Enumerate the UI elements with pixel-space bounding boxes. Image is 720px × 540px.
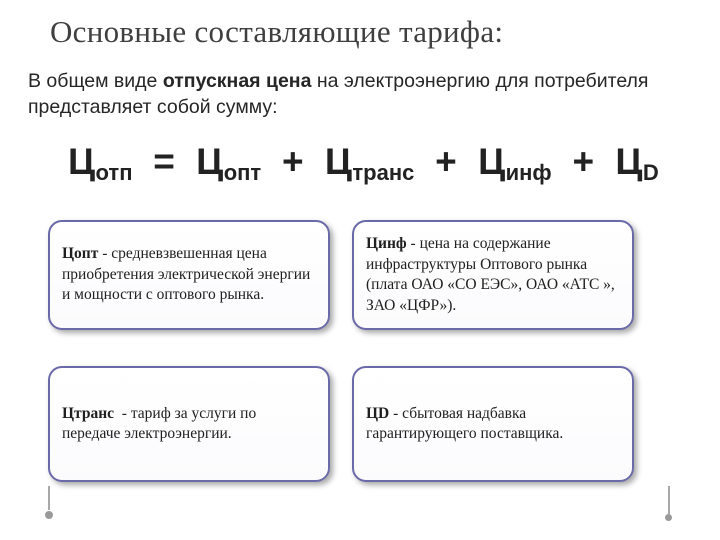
definition-card-trans: [48, 366, 330, 482]
decorative-line-left: [48, 486, 50, 510]
decorative-dot-left: [45, 511, 53, 519]
formula-plus: +: [572, 141, 595, 182]
formula-plus: +: [435, 141, 458, 182]
formula-equals: =: [153, 141, 176, 182]
card-text: - тариф за услуги по передаче электроэнергии.: [62, 404, 261, 442]
decorative-line-right: [668, 486, 670, 514]
card-label: Цтранс: [62, 404, 115, 422]
card-text: - цена на содержание инфраструктуры Оптового рынка (плата ОАО «СО ЕЭС», ОАО «АТС », ЗАО «ЦФР»).: [366, 235, 615, 314]
definition-card-opt: [48, 220, 330, 330]
intro-paragraph: [28, 68, 698, 120]
formula-plus: +: [281, 141, 305, 182]
formula-term-trans: $Ц_{транс}$: [324, 141, 415, 185]
card-label: ЦD: [366, 404, 390, 422]
formula-term-opt: $Ц_{опт}$: [196, 141, 262, 185]
definition-card-inf: [352, 220, 634, 330]
definition-card-d: [352, 366, 634, 482]
card-text: - сбытовая надбавка гарантирующего поставщика.: [366, 404, 564, 442]
slide-title: Основные составляющие тарифа:: [50, 14, 504, 49]
intro-text-start: В общем виде: [28, 70, 163, 92]
decorative-dot-right: [665, 514, 672, 521]
tariff-formula: [68, 141, 659, 186]
intro-bold-term: отпускная цена: [162, 70, 312, 92]
formula-term-d: $Ц_D$: [615, 141, 659, 185]
formula-term-inf: $Ц_{инф}$: [478, 141, 552, 185]
card-text: - средневзвешенная цена приобретения электрической энергии и мощности с оптового рынка.: [62, 245, 311, 304]
formula-term-otp: $Ц_{отп}$: [68, 141, 133, 185]
card-label: Цопт: [62, 245, 99, 263]
card-label: Цинф: [366, 235, 407, 252]
intro-text-end: на электроэнергию для потребителя представляет собой сумму:: [28, 70, 649, 118]
